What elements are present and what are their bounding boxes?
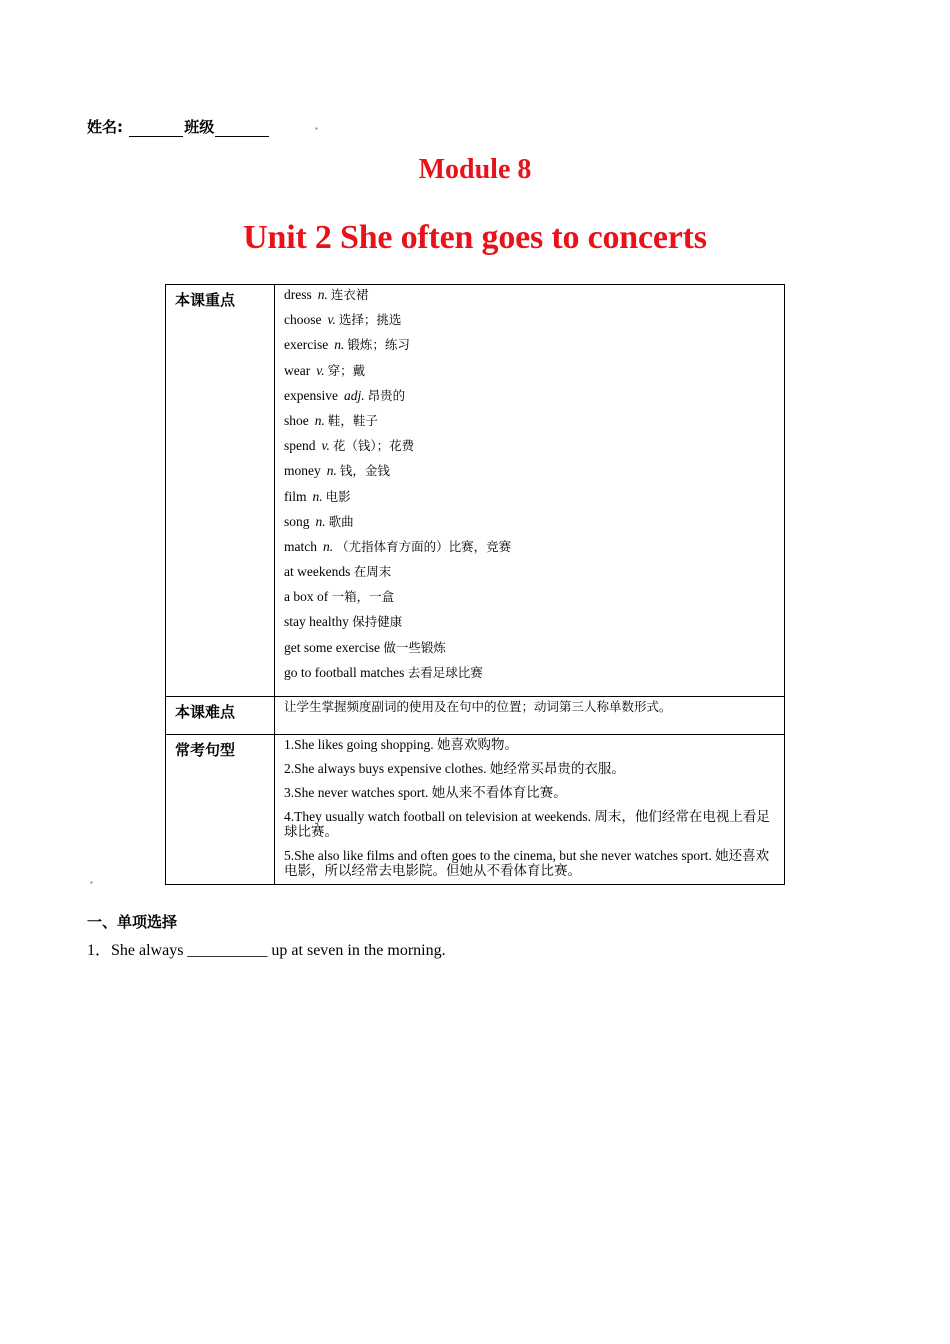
vocab-item (284, 564, 776, 589)
vocab-word: stay healthy (284, 614, 349, 630)
sentence-item: 4.They usually watch football on television at weekends. 周末，他们经常在电视上看足球比赛。 (284, 809, 770, 839)
vocab-meaning: 花（钱）；花费 (332, 438, 415, 454)
vocab-pos: n. (334, 337, 345, 353)
vocab-item (284, 514, 776, 539)
vocab-item (284, 287, 776, 312)
class-blank[interactable] (215, 120, 269, 137)
vocab-meaning: 钱，金钱 (339, 463, 390, 479)
vocab-item (284, 388, 776, 413)
vocab-word: get some exercise (284, 639, 380, 655)
vocab-item (284, 489, 776, 514)
vocab-meaning: 电影 (325, 488, 351, 504)
vocab-pos: n. (326, 463, 337, 479)
vocab-meaning: 做一些锻炼 (383, 639, 446, 655)
vocab-word: film (284, 488, 307, 504)
sentence-item: 2.She always buys expensive clothes. 她经常买昂贵的衣服。 (284, 761, 625, 776)
vocab-meaning: 在周末 (353, 564, 392, 580)
vocab-item (284, 413, 776, 438)
key-points-content (275, 285, 785, 697)
unit-title: Unit 2 She often goes to concerts (243, 219, 707, 256)
vocab-item (284, 337, 776, 362)
vocab-pos: v. (316, 362, 325, 378)
vocab-word: expensive (284, 387, 338, 403)
vocab-meaning: （尤指体育方面的）比赛，竞赛 (336, 538, 512, 554)
vocab-list (284, 287, 776, 690)
vocab-word: dress (284, 287, 312, 302)
vocab-pos: adj. (343, 387, 365, 403)
vocab-word: wear (284, 362, 311, 378)
vocab-item (284, 665, 776, 690)
vocab-word: money (284, 463, 321, 479)
vocab-meaning: 连衣裙 (330, 287, 369, 302)
vocab-word: a box of (284, 589, 329, 605)
difficulties-row (166, 697, 785, 735)
vocab-word: exercise (284, 337, 329, 353)
vocab-meaning: 保持健康 (352, 614, 403, 630)
sentence-item: 3.She never watches sport. 她从来不看体育比赛。 (284, 785, 567, 800)
vocab-pos: n. (315, 513, 326, 529)
vocab-word: shoe (284, 412, 309, 428)
vocab-meaning: 选择；挑选 (338, 312, 402, 328)
question-1: 1．She always __________ up at seven in the morning. (87, 942, 446, 959)
vocab-item (284, 640, 776, 665)
vocab-pos: v. (327, 312, 336, 328)
vocab-pos: v. (321, 438, 330, 454)
name-blank[interactable] (129, 120, 183, 137)
vocab-item (284, 438, 776, 463)
vocab-meaning: 穿；戴 (327, 362, 366, 378)
vocab-word: song (284, 513, 310, 529)
section-title: 一、单项选择 (87, 913, 178, 931)
vocab-item (284, 589, 776, 614)
vocab-pos: n. (317, 287, 328, 302)
vocab-pos: n. (314, 412, 325, 428)
difficulties-label: 本课难点 (166, 697, 275, 735)
vocab-meaning: 去看足球比赛 (407, 664, 483, 680)
student-info-line (87, 116, 269, 137)
difficulties-text: 让学生掌握频度副词的使用及在句中的位置；动词第三人称单数形式。 (284, 699, 672, 714)
vocab-pos: n. (312, 488, 323, 504)
vocab-word: choose (284, 312, 322, 328)
name-label: 姓名: (87, 118, 123, 136)
vocab-meaning: 鞋，鞋子 (327, 412, 378, 428)
sentence-list (284, 737, 776, 878)
vocab-word: spend (284, 438, 316, 454)
key-points-row (166, 285, 785, 697)
class-label: 班级 (184, 118, 215, 136)
sentence-item: 1.She likes going shopping. 她喜欢购物。 (284, 737, 519, 752)
vocab-word: at weekends (284, 564, 351, 580)
paragraph-mark-2: ▪ (90, 878, 93, 887)
vocab-item (284, 363, 776, 388)
vocab-item (284, 312, 776, 337)
lesson-table (165, 284, 785, 885)
vocab-word: match (284, 538, 317, 554)
paragraph-mark: ▪ (315, 124, 318, 133)
vocab-item (284, 614, 776, 639)
vocab-meaning: 昂贵的 (367, 387, 406, 403)
sentences-row (166, 735, 785, 885)
vocab-item (284, 463, 776, 488)
sentence-item: 5.She also like films and often goes to the cinema, but she never watches sport. 她还喜欢电影，所以经常去电影院。但她从不看体育比赛。 (284, 848, 770, 878)
sentences-content (275, 735, 785, 885)
vocab-item (284, 539, 776, 564)
sentences-label: 常考句型 (166, 735, 275, 885)
vocab-meaning: 锻炼；练习 (347, 337, 410, 353)
key-points-label: 本课重点 (166, 285, 275, 697)
vocab-meaning: 一箱，一盒 (331, 589, 395, 605)
vocab-pos: n. (323, 538, 334, 554)
vocab-word: go to football matches (284, 664, 405, 680)
module-title: Module 8 (418, 154, 532, 185)
vocab-meaning: 歌曲 (328, 513, 354, 529)
difficulties-content (275, 697, 785, 735)
